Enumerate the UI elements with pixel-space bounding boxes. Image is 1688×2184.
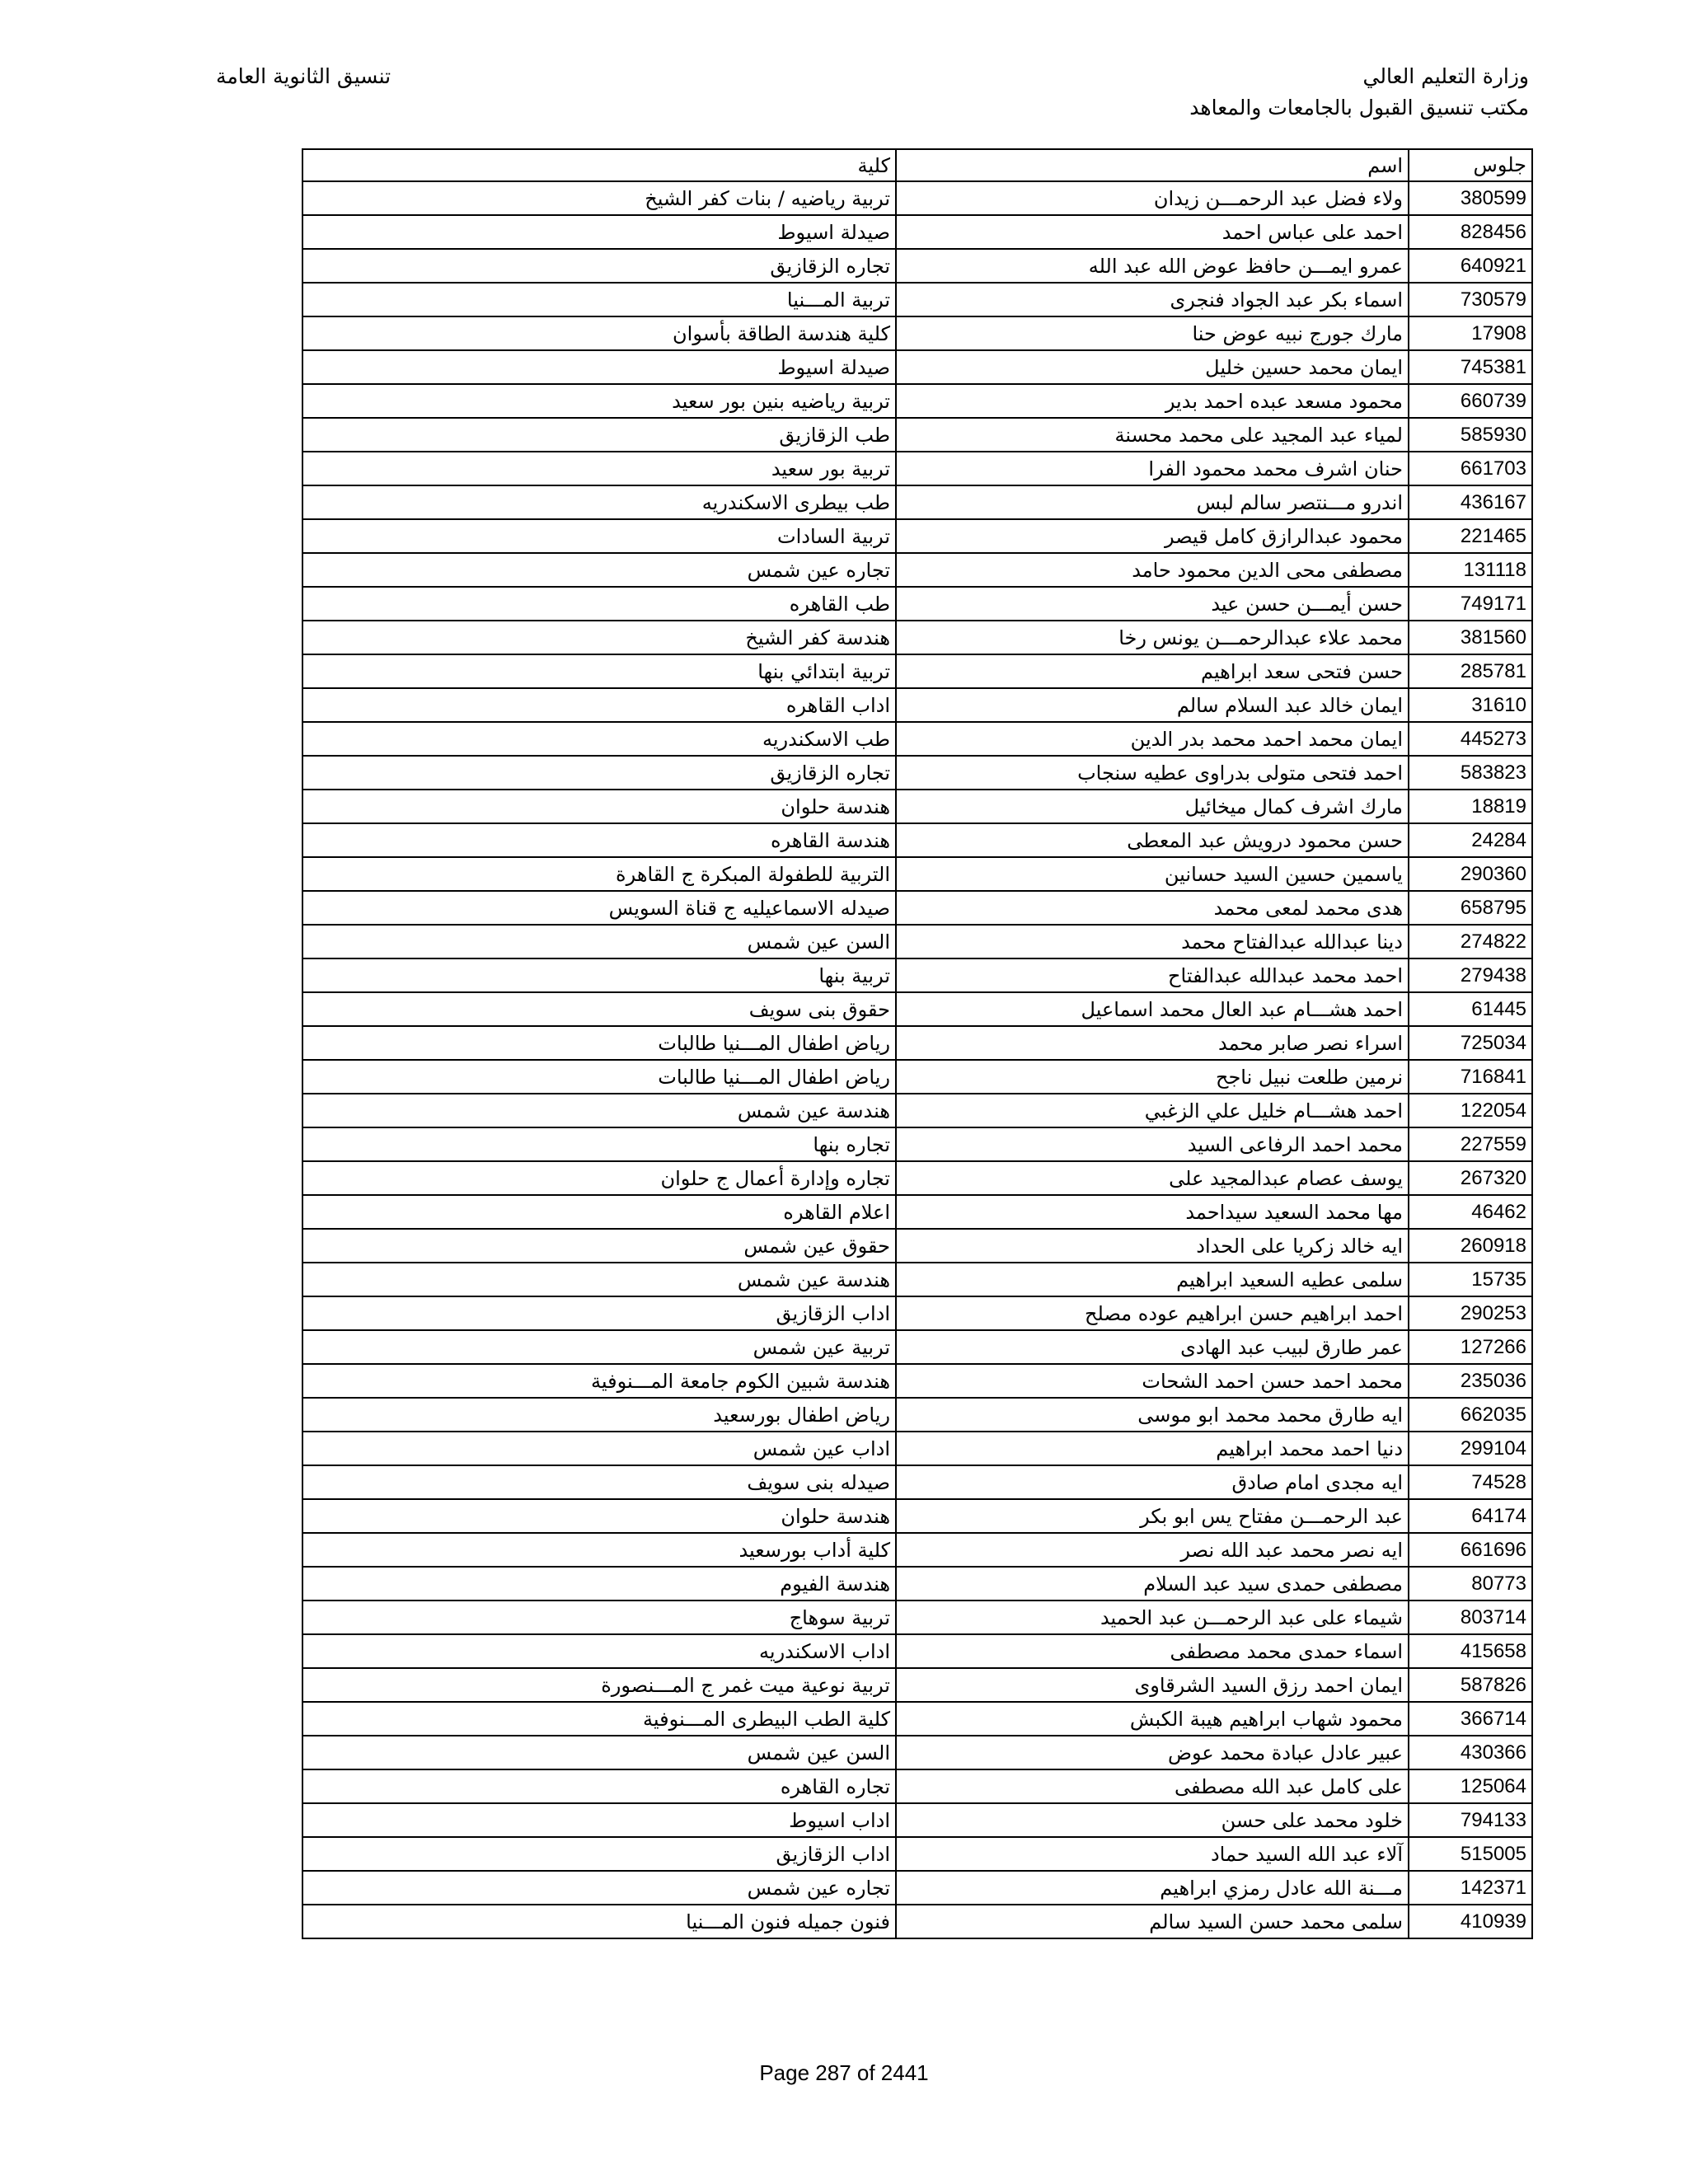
faculty-cell: تربية نوعية ميت غمر ج المـــنصورة	[302, 1668, 896, 1702]
seat-number-cell: 17908	[1409, 316, 1532, 350]
table-row	[302, 1837, 1532, 1871]
student-name-cell: دينا عبدالله عبدالفتاح محمد	[896, 925, 1409, 958]
student-name-cell: احمد محمد عبدالله عبدالفتاح	[896, 958, 1409, 992]
column-header-faculty: كلية	[302, 149, 896, 181]
student-name-cell: ايه خالد زكريا على الحداد	[896, 1229, 1409, 1263]
table-row	[302, 519, 1532, 553]
faculty-cell: صيدله بنى سويف	[302, 1465, 896, 1499]
table-row	[302, 1229, 1532, 1263]
table-row	[302, 350, 1532, 384]
seat-number-cell: 227559	[1409, 1127, 1532, 1161]
seat-number-cell: 267320	[1409, 1161, 1532, 1195]
student-name-cell: يوسف عصام عبدالمجيد على	[896, 1161, 1409, 1195]
table-row	[302, 790, 1532, 823]
table-body	[302, 181, 1532, 1938]
seat-number-cell: 445273	[1409, 722, 1532, 756]
table-row	[302, 1364, 1532, 1398]
student-name-cell: اسماء حمدى محمد مصطفى	[896, 1634, 1409, 1668]
table-row	[302, 249, 1532, 283]
faculty-cell: كلية الطب البيطرى المـــنوفية	[302, 1702, 896, 1736]
table-row	[302, 891, 1532, 925]
faculty-cell: اداب الاسكندريه	[302, 1634, 896, 1668]
table-row	[302, 1668, 1532, 1702]
student-name-cell: حنان اشرف محمد محمود الفرا	[896, 452, 1409, 485]
faculty-cell: تربية سوهاج	[302, 1601, 896, 1634]
seat-number-cell: 436167	[1409, 485, 1532, 519]
seat-number-cell: 46462	[1409, 1195, 1532, 1229]
seat-number-cell: 64174	[1409, 1499, 1532, 1533]
seat-number-cell: 131118	[1409, 553, 1532, 587]
table-row	[302, 181, 1532, 215]
faculty-cell: اداب الزقازيق	[302, 1296, 896, 1330]
faculty-cell: اداب اسيوط	[302, 1803, 896, 1837]
seat-number-cell: 235036	[1409, 1364, 1532, 1398]
student-name-cell: خلود محمد على حسن	[896, 1803, 1409, 1837]
table-row	[302, 1533, 1532, 1567]
faculty-cell: صيدلة اسيوط	[302, 350, 896, 384]
seat-number-cell: 74528	[1409, 1465, 1532, 1499]
faculty-cell: تربية بنها	[302, 958, 896, 992]
faculty-cell: كلية هندسة الطاقة بأسوان	[302, 316, 896, 350]
seat-number-cell: 299104	[1409, 1432, 1532, 1465]
student-name-cell: مـــنة الله عادل رمزي ابراهيم	[896, 1871, 1409, 1905]
student-name-cell: مصطفى محى الدين محمود حامد	[896, 553, 1409, 587]
seat-number-cell: 716841	[1409, 1060, 1532, 1094]
student-name-cell: محمود مسعد عبده احمد بدير	[896, 384, 1409, 418]
table-row	[302, 485, 1532, 519]
student-name-cell: احمد ابراهيم حسن ابراهيم عوده مصلح	[896, 1296, 1409, 1330]
student-name-cell: آلاء عبد الله السيد حماد	[896, 1837, 1409, 1871]
seat-number-cell: 125064	[1409, 1769, 1532, 1803]
seat-number-cell: 274822	[1409, 925, 1532, 958]
student-name-cell: ايمان احمد رزق السيد الشرقاوى	[896, 1668, 1409, 1702]
office-title: مكتب تنسيق القبول بالجامعات والمعاهد	[1189, 96, 1529, 120]
student-name-cell: احمد هشـــام عبد العال محمد اسماعيل	[896, 992, 1409, 1026]
student-name-cell: محمد احمد حسن احمد الشحات	[896, 1364, 1409, 1398]
student-name-cell: حسن أيمـــن حسن عيد	[896, 587, 1409, 621]
student-name-cell: مارك اشرف كمال ميخائيل	[896, 790, 1409, 823]
faculty-cell: صيدلة اسيوط	[302, 215, 896, 249]
student-name-cell: ايه نصر محمد عبد الله نصر	[896, 1533, 1409, 1567]
student-name-cell: محمد احمد الرفاعى السيد	[896, 1127, 1409, 1161]
table-row	[302, 1195, 1532, 1229]
seat-number-cell: 640921	[1409, 249, 1532, 283]
student-name-cell: احمد فتحى متولى بدراوى عطيه سنجاب	[896, 756, 1409, 790]
seat-number-cell: 285781	[1409, 654, 1532, 688]
student-name-cell: دنيا احمد محمد ابراهيم	[896, 1432, 1409, 1465]
student-name-cell: نرمين طلعت نبيل ناجح	[896, 1060, 1409, 1094]
faculty-cell: تجاره القاهره	[302, 1769, 896, 1803]
student-name-cell: اسماء بكر عبد الجواد فنجرى	[896, 283, 1409, 316]
faculty-cell: تربية رياضيه بنين بور سعيد	[302, 384, 896, 418]
table-row	[302, 621, 1532, 654]
seat-number-cell: 803714	[1409, 1601, 1532, 1634]
table-row	[302, 823, 1532, 857]
page-number: Page 287 of 2441	[759, 2060, 929, 2085]
student-name-cell: عمر طارق لبيب عبد الهادى	[896, 1330, 1409, 1364]
table-row	[302, 384, 1532, 418]
column-header-seat: جلوس	[1409, 149, 1532, 181]
seat-number-cell: 583823	[1409, 756, 1532, 790]
table-row	[302, 1601, 1532, 1634]
table-row	[302, 756, 1532, 790]
table-row	[302, 1094, 1532, 1127]
faculty-cell: السن عين شمس	[302, 925, 896, 958]
faculty-cell: تربية السادات	[302, 519, 896, 553]
table-row	[302, 958, 1532, 992]
student-name-cell: محمود عبدالرازق كامل قيصر	[896, 519, 1409, 553]
faculty-cell: هندسة شبين الكوم جامعة المـــنوفية	[302, 1364, 896, 1398]
table-row	[302, 316, 1532, 350]
faculty-cell: كلية أداب بورسعيد	[302, 1533, 896, 1567]
faculty-cell: هندسة حلوان	[302, 790, 896, 823]
student-name-cell: مصطفى حمدى سيد عبد السلام	[896, 1567, 1409, 1601]
faculty-cell: تربية رياضيه / بنات كفر الشيخ	[302, 181, 896, 215]
student-name-cell: هدى محمد لمعى محمد	[896, 891, 1409, 925]
table-row	[302, 1769, 1532, 1803]
seat-number-cell: 279438	[1409, 958, 1532, 992]
seat-number-cell: 31610	[1409, 688, 1532, 722]
seat-number-cell: 794133	[1409, 1803, 1532, 1837]
seat-number-cell: 587826	[1409, 1668, 1532, 1702]
faculty-cell: تجاره عين شمس	[302, 553, 896, 587]
table-row	[302, 1736, 1532, 1769]
faculty-cell: تجاره بنها	[302, 1127, 896, 1161]
student-name-cell: سلمى عطيه السعيد ابراهيم	[896, 1263, 1409, 1296]
seat-number-cell: 122054	[1409, 1094, 1532, 1127]
student-name-cell: سلمى محمد حسن السيد سالم	[896, 1905, 1409, 1938]
table-header-row	[302, 149, 1532, 181]
table-row	[302, 553, 1532, 587]
seat-number-cell: 745381	[1409, 350, 1532, 384]
student-name-cell: عبير عادل عبادة محمد عوض	[896, 1736, 1409, 1769]
seat-number-cell: 828456	[1409, 215, 1532, 249]
table-row	[302, 688, 1532, 722]
faculty-cell: رياض اطفال المـــنيا طالبات	[302, 1060, 896, 1094]
seat-number-cell: 366714	[1409, 1702, 1532, 1736]
table-row	[302, 1871, 1532, 1905]
student-name-cell: ايمان محمد حسين خليل	[896, 350, 1409, 384]
seat-number-cell: 221465	[1409, 519, 1532, 553]
table-row	[302, 1026, 1532, 1060]
table-row	[302, 1263, 1532, 1296]
seat-number-cell: 127266	[1409, 1330, 1532, 1364]
seat-number-cell: 660739	[1409, 384, 1532, 418]
table-row	[302, 452, 1532, 485]
faculty-cell: اداب القاهره	[302, 688, 896, 722]
table-row	[302, 418, 1532, 452]
table-row	[302, 1499, 1532, 1533]
table-row	[302, 283, 1532, 316]
seat-number-cell: 661703	[1409, 452, 1532, 485]
faculty-cell: تجاره عين شمس	[302, 1871, 896, 1905]
seat-number-cell: 61445	[1409, 992, 1532, 1026]
seat-number-cell: 15735	[1409, 1263, 1532, 1296]
table-row	[302, 1567, 1532, 1601]
results-table	[302, 148, 1533, 1939]
table-row	[302, 1060, 1532, 1094]
faculty-cell: اداب عين شمس	[302, 1432, 896, 1465]
faculty-cell: طب بيطرى الاسكندريه	[302, 485, 896, 519]
faculty-cell: رياض اطفال المـــنيا طالبات	[302, 1026, 896, 1060]
table-row	[302, 722, 1532, 756]
faculty-cell: اداب الزقازيق	[302, 1837, 896, 1871]
seat-number-cell: 381560	[1409, 621, 1532, 654]
table-row	[302, 1330, 1532, 1364]
table-row	[302, 1803, 1532, 1837]
seat-number-cell: 662035	[1409, 1398, 1532, 1432]
faculty-cell: رياض اطفال بورسعيد	[302, 1398, 896, 1432]
faculty-cell: تربية بور سعيد	[302, 452, 896, 485]
faculty-cell: التربية للطفولة المبكرة ج القاهرة	[302, 857, 896, 891]
seat-number-cell: 260918	[1409, 1229, 1532, 1263]
faculty-cell: هندسة كفر الشيخ	[302, 621, 896, 654]
faculty-cell: صيدله الاسماعيليه ج قناة السويس	[302, 891, 896, 925]
seat-number-cell: 24284	[1409, 823, 1532, 857]
seat-number-cell: 658795	[1409, 891, 1532, 925]
table-row	[302, 1465, 1532, 1499]
student-name-cell: ايه طارق محمد محمد ابو موسى	[896, 1398, 1409, 1432]
ministry-title: وزارة التعليم العالي	[1362, 64, 1529, 88]
column-header-name: اسم	[896, 149, 1409, 181]
student-name-cell: على كامل عبد الله مصطفى	[896, 1769, 1409, 1803]
seat-number-cell: 290360	[1409, 857, 1532, 891]
seat-number-cell: 290253	[1409, 1296, 1532, 1330]
faculty-cell: تجاره الزقازيق	[302, 249, 896, 283]
student-name-cell: مها محمد السعيد سيداحمد	[896, 1195, 1409, 1229]
seat-number-cell: 415658	[1409, 1634, 1532, 1668]
table-row	[302, 1702, 1532, 1736]
faculty-cell: تربية ابتدائي بنها	[302, 654, 896, 688]
student-name-cell: اسراء نصر صابر محمد	[896, 1026, 1409, 1060]
student-name-cell: ايه مجدى امام صادق	[896, 1465, 1409, 1499]
seat-number-cell: 730579	[1409, 283, 1532, 316]
faculty-cell: حقوق بنى سويف	[302, 992, 896, 1026]
seat-number-cell: 80773	[1409, 1567, 1532, 1601]
table-row	[302, 654, 1532, 688]
seat-number-cell: 725034	[1409, 1026, 1532, 1060]
table-row	[302, 1161, 1532, 1195]
faculty-cell: هندسة عين شمس	[302, 1263, 896, 1296]
faculty-cell: هندسة القاهره	[302, 823, 896, 857]
seat-number-cell: 585930	[1409, 418, 1532, 452]
seat-number-cell: 410939	[1409, 1905, 1532, 1938]
table-row	[302, 1296, 1532, 1330]
faculty-cell: السن عين شمس	[302, 1736, 896, 1769]
seat-number-cell: 430366	[1409, 1736, 1532, 1769]
table-row	[302, 1634, 1532, 1668]
faculty-cell: طب القاهره	[302, 587, 896, 621]
table-row	[302, 215, 1532, 249]
seat-number-cell: 661696	[1409, 1533, 1532, 1567]
faculty-cell: تجاره وإدارة أعمال ج حلوان	[302, 1161, 896, 1195]
student-name-cell: محمود شهاب ابراهيم هيبة الكبش	[896, 1702, 1409, 1736]
student-name-cell: اندرو مـــنتصر سالم لبس	[896, 485, 1409, 519]
faculty-cell: هندسة الفيوم	[302, 1567, 896, 1601]
seat-number-cell: 380599	[1409, 181, 1532, 215]
table-row	[302, 992, 1532, 1026]
student-name-cell: محمد علاء عبدالرحمـــن يونس رخا	[896, 621, 1409, 654]
faculty-cell: هندسة عين شمس	[302, 1094, 896, 1127]
student-name-cell: ياسمين حسين السيد حسانين	[896, 857, 1409, 891]
table-row	[302, 1432, 1532, 1465]
seat-number-cell: 749171	[1409, 587, 1532, 621]
faculty-cell: اعلام القاهره	[302, 1195, 896, 1229]
table-row	[302, 1905, 1532, 1938]
faculty-cell: هندسة حلوان	[302, 1499, 896, 1533]
faculty-cell: تربية المـــنيا	[302, 283, 896, 316]
student-name-cell: لمياء عبد المجيد على محمد محسنة	[896, 418, 1409, 452]
table-row	[302, 1398, 1532, 1432]
student-name-cell: عمرو ايمـــن حافظ عوض الله عبد الله	[896, 249, 1409, 283]
seat-number-cell: 515005	[1409, 1837, 1532, 1871]
faculty-cell: طب الزقازيق	[302, 418, 896, 452]
seat-number-cell: 142371	[1409, 1871, 1532, 1905]
section-title: تنسيق الثانوية العامة	[216, 64, 392, 88]
student-name-cell: شيماء على عبد الرحمـــن عبد الحميد	[896, 1601, 1409, 1634]
student-name-cell: عبد الرحمـــن مفتاح يس ابو بكر	[896, 1499, 1409, 1533]
student-name-cell: حسن فتحى سعد ابراهيم	[896, 654, 1409, 688]
faculty-cell: تربية عين شمس	[302, 1330, 896, 1364]
table-row	[302, 857, 1532, 891]
seat-number-cell: 18819	[1409, 790, 1532, 823]
faculty-cell: فنون جميله فنون المـــنيا	[302, 1905, 896, 1938]
student-name-cell: مارك جورج نبيه عوض حنا	[896, 316, 1409, 350]
table-row	[302, 587, 1532, 621]
faculty-cell: طب الاسكندريه	[302, 722, 896, 756]
student-name-cell: احمد هشـــام خليل علي الزغبي	[896, 1094, 1409, 1127]
faculty-cell: تجاره الزقازيق	[302, 756, 896, 790]
table-row	[302, 1127, 1532, 1161]
student-name-cell: حسن محمود درويش عبد المعطى	[896, 823, 1409, 857]
student-name-cell: احمد على عباس احمد	[896, 215, 1409, 249]
student-name-cell: ايمان محمد احمد محمد بدر الدين	[896, 722, 1409, 756]
table-row	[302, 925, 1532, 958]
faculty-cell: حقوق عين شمس	[302, 1229, 896, 1263]
student-name-cell: ولاء فضل عبد الرحمـــن زيدان	[896, 181, 1409, 215]
student-name-cell: ايمان خالد عبد السلام سالم	[896, 688, 1409, 722]
